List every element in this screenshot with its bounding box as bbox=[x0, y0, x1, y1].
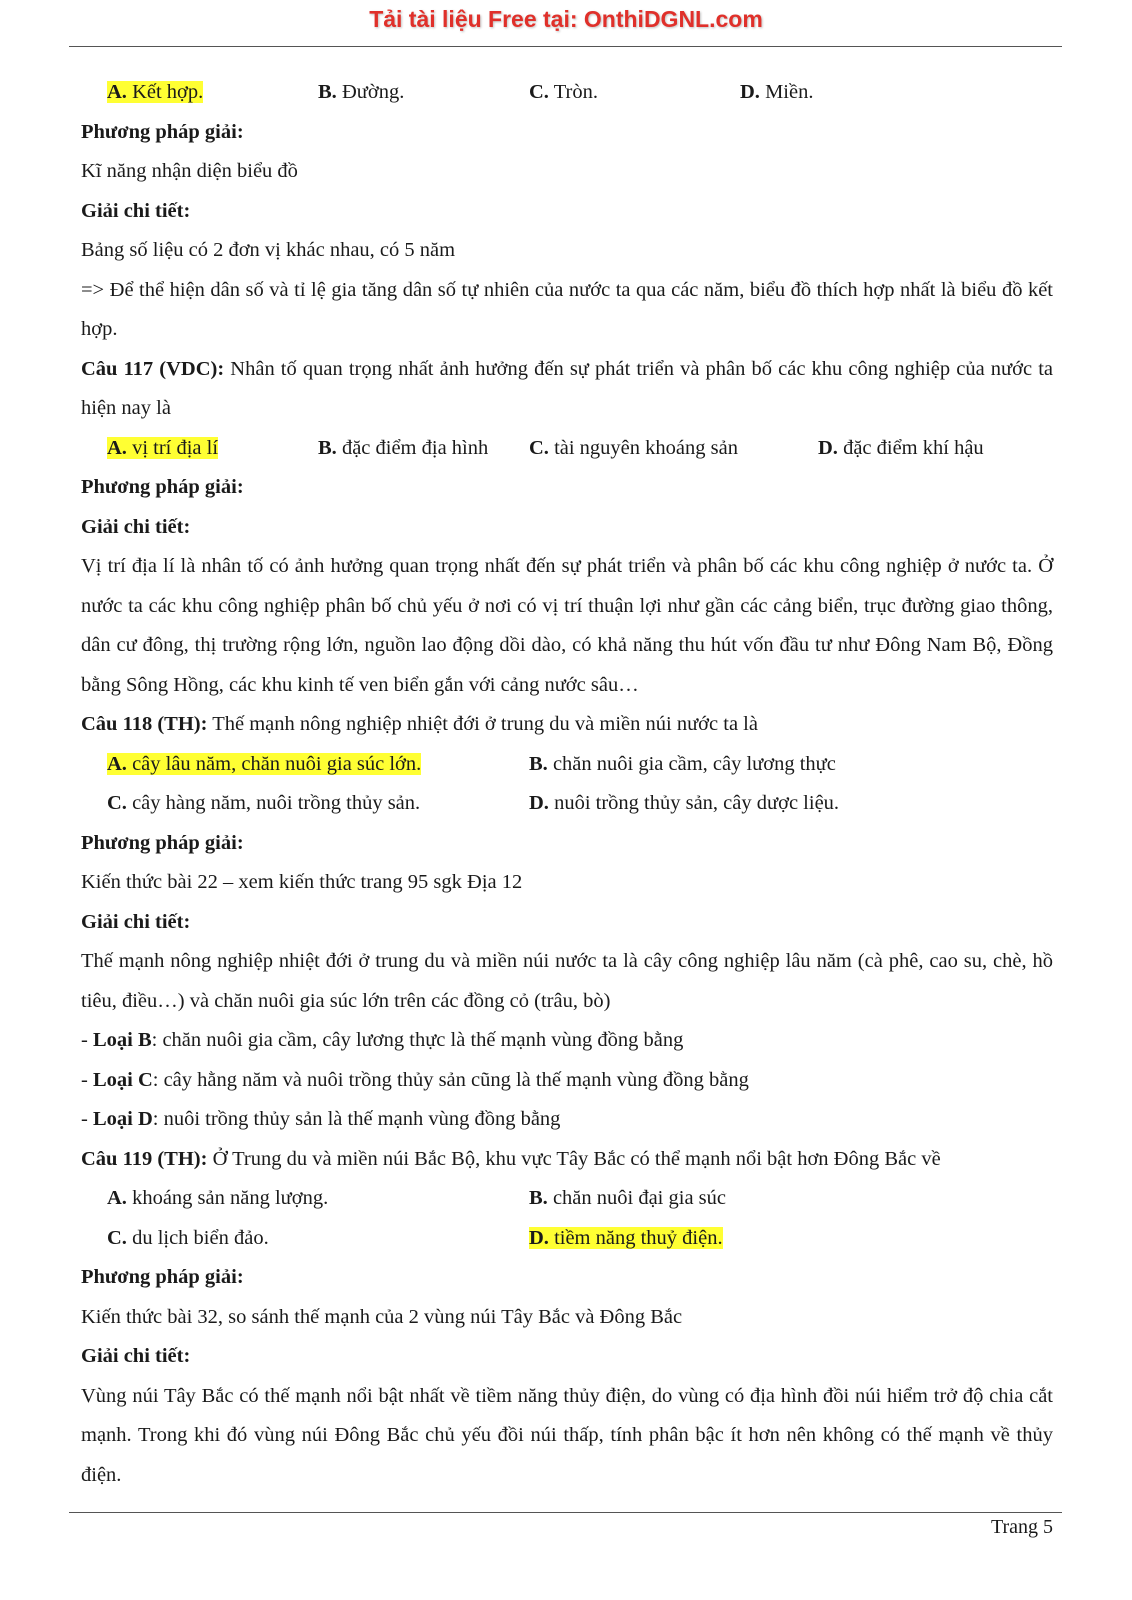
q117-option-d: D. đặc điểm khí hậu bbox=[818, 436, 984, 459]
q118-option-c: C. cây hàng năm, nuôi trồng thủy sản. bbox=[107, 792, 421, 814]
q116-detail-line1: Bảng số liệu có 2 đơn vị khác nhau, có 5 năm bbox=[81, 239, 456, 261]
footer-divider bbox=[69, 1512, 1062, 1513]
q119-text: Ở Trung du và miền núi Bắc Bộ, khu vực Tây Bắc có thể mạnh nổi bật hơn Đông Bắc về bbox=[207, 1147, 941, 1170]
site-header-title: Tải tài liệu Free tại: OnthiDGNL.com bbox=[369, 6, 763, 32]
q119-detail-text: Vùng núi Tây Bắc có thế mạnh nổi bật nhất về tiềm năng thủy điện, do vùng có địa hình đồi núi hiểm trở độ chia cắt mạnh. Trong khi đó vùng núi Đông Bắc chủ yếu đồi núi thấp, tính phân bậc ít hơn nên không có thế mạnh về thủy điện. bbox=[81, 1384, 1053, 1486]
q116-option-c: C. Tròn. bbox=[529, 81, 598, 103]
q119-options-row2 bbox=[81, 1219, 1053, 1259]
q118-elimination-d: - Loại D: nuôi trồng thủy sản là thế mạnh vùng đồng bằng bbox=[81, 1108, 561, 1130]
q116-method-label: Phương pháp giải: bbox=[81, 120, 244, 143]
q119-option-b: B. chăn nuôi đại gia súc bbox=[529, 1187, 726, 1209]
q117-detail-label: Giải chi tiết: bbox=[81, 515, 191, 538]
q118-label: Câu 118 (TH): bbox=[81, 713, 208, 735]
q119-question bbox=[81, 1140, 1053, 1180]
q118-question bbox=[81, 705, 1053, 745]
q116-method-text: Kĩ năng nhận diện biểu đồ bbox=[81, 160, 298, 182]
q118-option-b: B. chăn nuôi gia cầm, cây lương thực bbox=[529, 752, 836, 775]
q118-elimination-b: - Loại B: chăn nuôi gia cầm, cây lương thực là thế mạnh vùng đồng bằng bbox=[81, 1029, 684, 1051]
q116-detail-line2: => Để thể hiện dân số và tỉ lệ gia tăng dân số tự nhiên của nước ta qua các năm, biểu đồ thích hợp nhất là biểu đồ kết hợp. bbox=[81, 278, 1053, 340]
q117-options bbox=[81, 429, 1053, 469]
q119-label: Câu 119 (TH): bbox=[81, 1147, 208, 1170]
q119-options-row1 bbox=[81, 1179, 1053, 1219]
q117-label: Câu 117 (VDC): bbox=[81, 357, 225, 380]
q117-method-label: Phương pháp giải: bbox=[81, 476, 244, 498]
q116-option-a: A. Kết hợp. bbox=[107, 81, 204, 103]
q119-detail-label: Giải chi tiết: bbox=[81, 1345, 191, 1367]
header-divider bbox=[69, 46, 1062, 47]
document-body bbox=[81, 73, 1053, 1495]
q118-method-text: Kiến thức bài 22 – xem kiến thức trang 95 sgk Địa 12 bbox=[81, 871, 523, 893]
q118-options-row1 bbox=[81, 745, 1053, 785]
q118-detail-label: Giải chi tiết: bbox=[81, 910, 191, 933]
q116-options bbox=[81, 73, 1053, 113]
q118-options-row2 bbox=[81, 784, 1053, 824]
q118-option-a: A. cây lâu năm, chăn nuôi gia súc lớn. bbox=[107, 752, 422, 775]
q119-option-c: C. du lịch biển đảo. bbox=[107, 1226, 269, 1249]
q119-option-a: A. khoáng sản năng lượng. bbox=[107, 1187, 329, 1209]
q116-detail-label: Giải chi tiết: bbox=[81, 199, 191, 222]
q118-text: Thế mạnh nông nghiệp nhiệt đới ở trung du và miền núi nước ta là bbox=[207, 713, 758, 735]
q117-option-c: C. tài nguyên khoáng sản bbox=[529, 436, 738, 459]
q117-text: Nhân tố quan trọng nhất ảnh hưởng đến sự phát triển và phân bố các khu công nghiệp của nước ta hiện nay là bbox=[81, 357, 1053, 419]
q117-option-b: B. đặc điểm địa hình bbox=[318, 436, 489, 459]
q118-option-d: D. nuôi trồng thủy sản, cây dược liệu. bbox=[529, 792, 840, 814]
page-number: Trang 5 bbox=[990, 1516, 1053, 1538]
q116-option-b: B. Đường. bbox=[318, 81, 405, 103]
q118-method-label: Phương pháp giải: bbox=[81, 831, 244, 854]
q118-detail-text: Thế mạnh nông nghiệp nhiệt đới ở trung du và miền núi nước ta là cây công nghiệp lâu năm (cà phê, cao su, chè, hồ tiêu, điều…) và chăn nuôi gia súc lớn trên các đồng cỏ (trâu, bò) bbox=[81, 950, 1053, 1012]
q117-option-a: A. vị trí địa lí bbox=[107, 436, 219, 459]
q116-option-d: D. Miền. bbox=[740, 81, 814, 103]
q117-question bbox=[81, 350, 1053, 429]
q118-elimination-c: - Loại C: cây hằng năm và nuôi trồng thủy sản cũng là thế mạnh vùng đồng bằng bbox=[81, 1068, 749, 1091]
q117-detail-text: Vị trí địa lí là nhân tố có ảnh hưởng quan trọng nhất đến sự phát triển và phân bố các khu công nghiệp ở nước ta. Ở nước ta các khu công nghiệp phân bố chủ yếu ở nơi có vị trí thuận lợi như gần các cảng biển, trục đường giao thông, dân cư đông, thị trường rộng lớn, nguồn lao động dồi dào, có khả năng thu hút vốn đầu tư như Đông Nam Bộ, Đồng bằng Sông Hồng, các khu kinh tế ven biển gắn với cảng nước sâu… bbox=[81, 555, 1053, 696]
q119-method-text: Kiến thức bài 32, so sánh thế mạnh của 2 vùng núi Tây Bắc và Đông Bắc bbox=[81, 1305, 683, 1328]
q119-option-d: D. tiềm năng thuỷ điện. bbox=[529, 1226, 723, 1249]
q119-method-label: Phương pháp giải: bbox=[81, 1266, 244, 1288]
